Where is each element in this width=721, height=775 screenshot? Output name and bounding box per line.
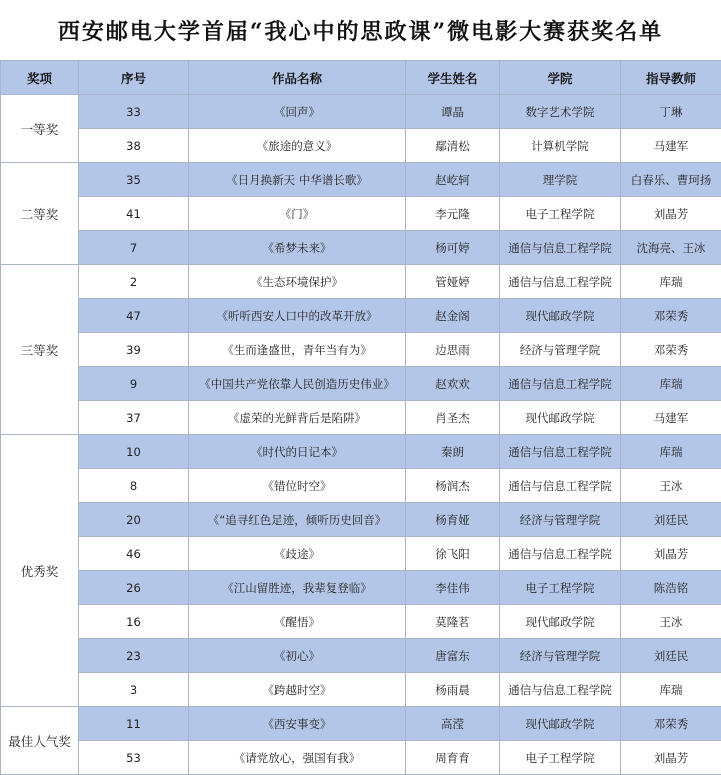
college-cell: 经济与管理学院 — [500, 639, 621, 673]
college-cell: 电子工程学院 — [500, 197, 621, 231]
table-row — [1, 231, 721, 265]
number-cell: 46 — [79, 537, 189, 571]
table-row — [1, 401, 721, 435]
college-cell: 理学院 — [500, 163, 621, 197]
work-title-cell: 《回声》 — [189, 95, 406, 129]
table-row — [1, 639, 721, 673]
work-title-cell: 《初心》 — [189, 639, 406, 673]
student-cell: 周育育 — [406, 741, 500, 775]
teacher-cell: 库瑞 — [621, 367, 721, 401]
number-cell: 35 — [79, 163, 189, 197]
number-cell: 53 — [79, 741, 189, 775]
award-cell: 二等奖 — [1, 163, 79, 265]
table-row — [1, 197, 721, 231]
table-row — [1, 367, 721, 401]
student-cell: 边思雨 — [406, 333, 500, 367]
table-row — [1, 129, 721, 163]
table-row — [1, 537, 721, 571]
teacher-cell: 刘晶芳 — [621, 741, 721, 775]
number-cell: 33 — [79, 95, 189, 129]
award-cell: 优秀奖 — [1, 435, 79, 707]
college-cell: 电子工程学院 — [500, 571, 621, 605]
work-title-cell: 《生而逢盛世，青年当有为》 — [189, 333, 406, 367]
college-cell: 通信与信息工程学院 — [500, 435, 621, 469]
table-body — [1, 95, 721, 775]
work-title-cell: 《中国共产党依靠人民创造历史伟业》 — [189, 367, 406, 401]
teacher-cell: 王冰 — [621, 469, 721, 503]
page-title: 西安邮电大学首届“我心中的思政课”微电影大赛获奖名单 — [57, 18, 664, 45]
header-row — [1, 61, 721, 95]
college-cell: 经济与管理学院 — [500, 503, 621, 537]
award-cell: 三等奖 — [1, 265, 79, 435]
teacher-cell: 刘廷民 — [621, 503, 721, 537]
college-cell: 现代邮政学院 — [500, 401, 621, 435]
number-cell: 16 — [79, 605, 189, 639]
teacher-cell: 邓荣秀 — [621, 299, 721, 333]
teacher-cell: 王冰 — [621, 605, 721, 639]
college-cell: 现代邮政学院 — [500, 299, 621, 333]
award-cell: 一等奖 — [1, 95, 79, 163]
teacher-cell: 邓荣秀 — [621, 333, 721, 367]
college-cell: 现代邮政学院 — [500, 707, 621, 741]
table-row — [1, 741, 721, 775]
student-cell: 杨可婷 — [406, 231, 500, 265]
work-title-cell: 《旅途的意义》 — [189, 129, 406, 163]
award-cell: 最佳人气奖 — [1, 707, 79, 775]
student-cell: 谭晶 — [406, 95, 500, 129]
student-cell: 杨育娅 — [406, 503, 500, 537]
work-title-cell: 《请党放心，强国有我》 — [189, 741, 406, 775]
header-teacher: 指导教师 — [621, 61, 721, 95]
student-cell: 秦朗 — [406, 435, 500, 469]
work-title-cell: 《日月换新天 中华谱长歌》 — [189, 163, 406, 197]
number-cell: 3 — [79, 673, 189, 707]
header-college: 学院 — [500, 61, 621, 95]
teacher-cell: 邓荣秀 — [621, 707, 721, 741]
teacher-cell: 丁琳 — [621, 95, 721, 129]
teacher-cell: 库瑞 — [621, 265, 721, 299]
student-cell: 赵金阁 — [406, 299, 500, 333]
teacher-cell: 刘廷民 — [621, 639, 721, 673]
table-row — [1, 673, 721, 707]
number-cell: 20 — [79, 503, 189, 537]
student-cell: 赵欢欢 — [406, 367, 500, 401]
number-cell: 23 — [79, 639, 189, 673]
number-cell: 37 — [79, 401, 189, 435]
college-cell: 数字艺术学院 — [500, 95, 621, 129]
number-cell: 41 — [79, 197, 189, 231]
work-title-cell: 《听听西安人口中的改革开放》 — [189, 299, 406, 333]
number-cell: 26 — [79, 571, 189, 605]
college-cell: 通信与信息工程学院 — [500, 367, 621, 401]
table-row — [1, 299, 721, 333]
student-cell: 杨润杰 — [406, 469, 500, 503]
number-cell: 7 — [79, 231, 189, 265]
teacher-cell: 库瑞 — [621, 435, 721, 469]
student-cell: 高滢 — [406, 707, 500, 741]
teacher-cell: 沈海亮、王冰 — [621, 231, 721, 265]
table-row — [1, 163, 721, 197]
work-title-cell: 《门》 — [189, 197, 406, 231]
work-title-cell: 《“追寻红色足迹，倾听历史回音》 — [189, 503, 406, 537]
table-row — [1, 333, 721, 367]
table-row — [1, 265, 721, 299]
number-cell: 9 — [79, 367, 189, 401]
teacher-cell: 库瑞 — [621, 673, 721, 707]
header-work-title: 作品名称 — [189, 61, 406, 95]
student-cell: 杨雨晨 — [406, 673, 500, 707]
header-student: 学生姓名 — [406, 61, 500, 95]
work-title-cell: 《生态环境保护》 — [189, 265, 406, 299]
teacher-cell: 马建军 — [621, 129, 721, 163]
teacher-cell: 刘晶芳 — [621, 537, 721, 571]
work-title-cell: 《醒悟》 — [189, 605, 406, 639]
teacher-cell: 马建军 — [621, 401, 721, 435]
teacher-cell: 陈浩铭 — [621, 571, 721, 605]
student-cell: 肖圣杰 — [406, 401, 500, 435]
student-cell: 莫隆茗 — [406, 605, 500, 639]
number-cell: 2 — [79, 265, 189, 299]
header-award: 奖项 — [1, 61, 79, 95]
college-cell: 电子工程学院 — [500, 741, 621, 775]
work-title-cell: 《歧途》 — [189, 537, 406, 571]
number-cell: 8 — [79, 469, 189, 503]
number-cell: 38 — [79, 129, 189, 163]
student-cell: 唐富东 — [406, 639, 500, 673]
work-title-cell: 《虚荣的光鲜背后是陷阱》 — [189, 401, 406, 435]
table-row — [1, 503, 721, 537]
work-title-cell: 《希梦未来》 — [189, 231, 406, 265]
work-title-cell: 《江山留胜迹，我辈复登临》 — [189, 571, 406, 605]
college-cell: 通信与信息工程学院 — [500, 469, 621, 503]
college-cell: 经济与管理学院 — [500, 333, 621, 367]
table-row — [1, 605, 721, 639]
college-cell: 计算机学院 — [500, 129, 621, 163]
number-cell: 10 — [79, 435, 189, 469]
table-row — [1, 95, 721, 129]
college-cell: 通信与信息工程学院 — [500, 265, 621, 299]
student-cell: 李元隆 — [406, 197, 500, 231]
teacher-cell: 白春乐、曹珂扬 — [621, 163, 721, 197]
student-cell: 赵屹轲 — [406, 163, 500, 197]
work-title-cell: 《时代的日记本》 — [189, 435, 406, 469]
table-row — [1, 707, 721, 741]
table-row — [1, 435, 721, 469]
number-cell: 39 — [79, 333, 189, 367]
student-cell: 鄢清松 — [406, 129, 500, 163]
college-cell: 通信与信息工程学院 — [500, 537, 621, 571]
work-title-cell: 《跨越时空》 — [189, 673, 406, 707]
student-cell: 管娅婷 — [406, 265, 500, 299]
college-cell: 现代邮政学院 — [500, 605, 621, 639]
table-row — [1, 571, 721, 605]
teacher-cell: 刘晶芳 — [621, 197, 721, 231]
work-title-cell: 《西安事变》 — [189, 707, 406, 741]
number-cell: 47 — [79, 299, 189, 333]
table-row — [1, 469, 721, 503]
college-cell: 通信与信息工程学院 — [500, 231, 621, 265]
student-cell: 李佳伟 — [406, 571, 500, 605]
student-cell: 徐飞阳 — [406, 537, 500, 571]
award-table — [0, 60, 721, 775]
work-title-cell: 《错位时空》 — [189, 469, 406, 503]
college-cell: 通信与信息工程学院 — [500, 673, 621, 707]
number-cell: 11 — [79, 707, 189, 741]
header-number: 序号 — [79, 61, 189, 95]
